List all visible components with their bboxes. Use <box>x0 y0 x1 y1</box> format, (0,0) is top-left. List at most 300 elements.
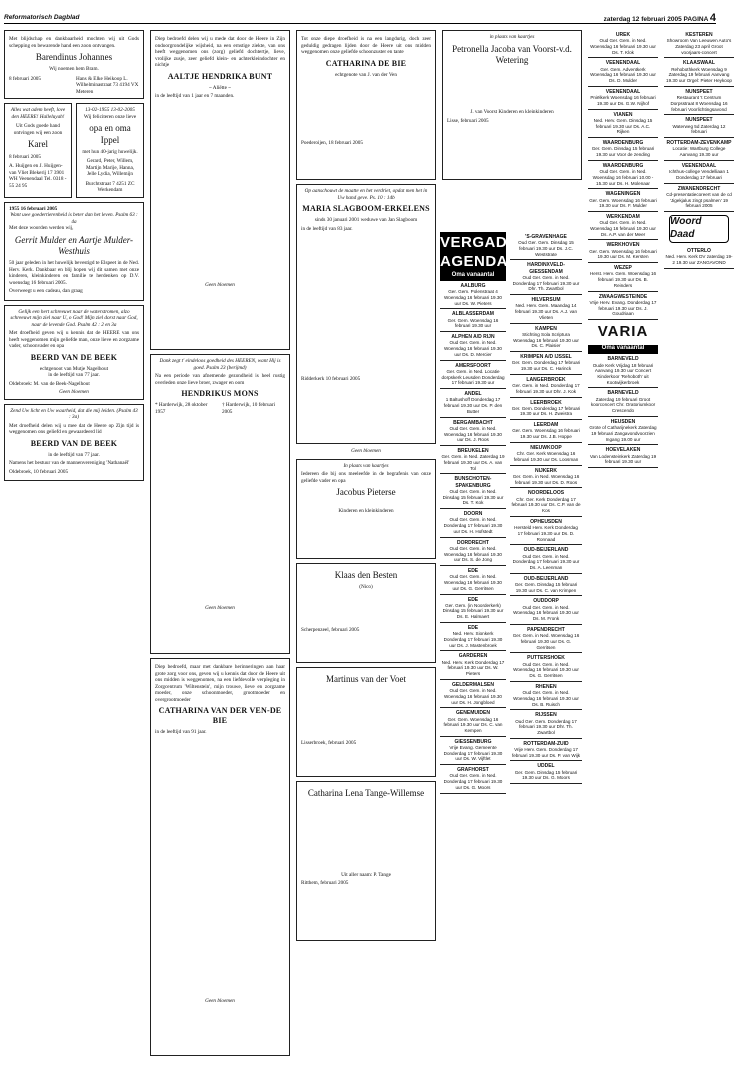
agenda-item <box>440 389 506 417</box>
paper-name: Reformatorisch Dagblad <box>4 14 80 21</box>
agenda-place: OUD-BEIJERLAND <box>523 547 569 554</box>
varia-item <box>664 87 734 115</box>
agenda-place: AMERSFOORT <box>455 362 491 369</box>
birth-notice-2 <box>4 103 72 198</box>
agenda-body: Ned. Herv. Gem. Maandag 14 februari 19.30 uur Ds. A.J. van Vlieten <box>514 303 578 320</box>
agenda-body: Ger. Gem. Woensdag 16 februari 19.30 uur Ds. C. van Kempen <box>443 716 503 734</box>
varia-place: NUNSPEET <box>685 88 713 95</box>
notice-footer: Overweegt u een cadeau, dan graag <box>9 288 83 295</box>
agenda-item <box>440 680 506 708</box>
notice-names: Gerard, Peter, Willem, Martijn Marije, Hanna, Jelle Lydia, Willemijn <box>85 158 135 178</box>
agenda-item <box>510 443 582 466</box>
notice-verse: Alles wat adem heeft, love den HEERE! Halleluyah! <box>10 107 66 120</box>
agenda-body: Hersteld Herv. Kerk Donderdag 17 februari 19.30 uur Ds. D. Ronnaad <box>514 525 578 542</box>
agenda-place: EDE <box>467 596 479 603</box>
agenda-item <box>510 739 582 762</box>
agenda-body: Oud Ger. Gem. in Ned. Dinsdag 15 februari 19.30 uur Ds. T. Kok <box>442 488 504 506</box>
notice-name: AALTJE HENDRIKA BUNT <box>167 71 273 81</box>
agenda-body: Oud Ger. Gem. in Ned. Donderdag 17 februari 19.30 uur Ds. H. Hofstedt <box>443 517 503 534</box>
varia-body: Zaterdag 19 februari Groot koorconcert Chr. Oratoriumkoor Crescendo <box>590 396 656 414</box>
varia-item <box>664 138 734 161</box>
agenda-place: KAMPEN <box>535 325 557 332</box>
notice-name: Karel <box>28 139 48 150</box>
death-notice-3 <box>150 30 290 350</box>
varia-body: Cd-presentatiecoreert van de cd 'Jigekjalus zingt psalmen' 19 februari 2005 <box>666 191 732 209</box>
agenda-body: Oud Ger. Gem. Donderdag 17 februari 19.30 uur Dhr. Th. Zwartbol <box>515 718 577 735</box>
notice-text: Met blijdschap en dankbaarheid mochten wij uit Gods schepping en bewarende hand een zoon ontvangen. <box>9 36 139 49</box>
agenda-list <box>510 232 582 784</box>
agenda-body: Ger. Gem. in Ned. Woensdag 16 februari 19.30 uur Ds. G. Gerritsen <box>512 633 580 650</box>
agenda-place: OUDDORP <box>533 598 559 605</box>
varia-place: ZWANENDRECHT <box>677 185 721 192</box>
agenda-subtitle: Oma vanaantal <box>440 272 506 282</box>
agenda-body: Oud Ger. Gem. in Ned. Woensdag 16 februari 19.30 uur Ds. G. Gerritsen <box>444 574 502 591</box>
death-notice-1 <box>4 305 144 400</box>
agenda-item <box>510 625 582 653</box>
agenda-body: Stichting Sola Scriptura Woensdag 16 februari 19.30 uur Ds. C. Plaisier <box>513 331 579 349</box>
agenda-place: GARDEREN <box>458 653 488 660</box>
agenda-body: Ned. Herv. Kerk Donderdag 17 februari 19.30 uur Ds. W. Pieters <box>441 659 505 677</box>
notice-name: CATHARINA DE BIE <box>325 58 407 68</box>
notice-subtitle: echtgenoot van Mutje Nagelhout <box>39 365 109 372</box>
agenda-place: RHENEN <box>535 683 557 690</box>
agenda-place: VEENENDAAL <box>605 88 641 95</box>
agenda-body: Ger. Gem. (in Noorderkerk) Dinsdag 15 februari 19.30 uur Ds. E. Halmaert <box>442 602 504 620</box>
notice-verse: Zend Uw licht en Uw waarheid, dat die mij leiden. (Psalm 43 : 3a) <box>10 407 138 421</box>
notice-name: Jacobus Pieterse <box>336 487 396 497</box>
agenda-place: HILVERSUM <box>531 297 561 304</box>
notice-parents: A. Huijgen en J. Huijgen-van Vliet Blekerij 17 3901 WH Veenendaal Tel. 0318 - 55 24 95 <box>9 163 67 189</box>
notice-text: met hun 40-jarig huwelijk. <box>82 148 138 155</box>
thanks-notice-4 <box>296 781 436 941</box>
agenda-item <box>510 517 582 545</box>
agenda-item <box>440 332 506 360</box>
agenda-place: VIANEN <box>613 111 633 118</box>
notice-age: in de leeftijd van 91 jaar. <box>155 729 207 735</box>
agenda-place: GRAFHORST <box>457 767 489 774</box>
varia-place: HOEVELAKEN <box>605 447 641 454</box>
agenda-item <box>440 281 506 309</box>
agenda-body: Ger. Gem. Dinsdag 15 februari 19.30 uur Voor de zending <box>591 146 655 158</box>
notice-name: Petronella Jacoba van Voorst-v.d. Wetering <box>452 43 572 65</box>
notice-name: HENDRIKUS MONS <box>181 389 259 398</box>
agenda-title: VERGADER- AGENDA <box>440 234 535 270</box>
agenda-place: AALBURG <box>460 283 486 289</box>
agenda-body: Ger. Gem. Woensdag 16 februari 19.30 uur Ds. J.B. Hoppe <box>512 428 580 440</box>
page-date-number <box>604 12 716 26</box>
notice-sign: Namens het bestuur van de mannenvereniging 'Nathanaël' <box>9 460 130 467</box>
agenda-body: Ger. Gem. in Ned. Locatie dorpskerk Leusden Donderdag 17 februari 19.30 uur <box>441 368 505 386</box>
agenda-place: WAARDENBURG <box>602 140 644 147</box>
agenda-body: Oud Ger. Gem. in Ned. Woensdag 16 februari 19.30 uur Ds. S. de Jong <box>444 545 502 563</box>
agenda-place: WAARDENBURG <box>602 162 644 169</box>
page-label: PAGINA <box>683 16 709 23</box>
agenda-body: Chr. Ger. Kerk Woensdag 16 februari 19.30 uur Ds. Loosman <box>513 451 579 462</box>
agenda-place: UDDEL <box>537 763 555 770</box>
agenda-place: WEZEP <box>614 265 632 272</box>
agenda-body: Ned. Herv. Gem. Dinsdag 15 februari 19.30 uur Ds. A.C. Rijken <box>593 117 653 135</box>
varia-place: HEUSDEN <box>610 418 636 425</box>
notice-closing: Geen bloemen <box>205 997 235 1004</box>
agenda-place: GELDERMALSEN <box>452 681 494 688</box>
notice-verse: Gelijk een hert schreeuwt naar de waterstromen, alzo schreeuwt mijn ziel naar U, o God! Mijn ziel dorst naar God, naar de levende God. Psalm 42 : 2 en 3a <box>10 308 138 328</box>
thanks-notice-5 <box>442 30 582 180</box>
agenda-item <box>588 292 658 320</box>
notice-date: Ridderkerk 10 februari 2005 <box>301 376 361 382</box>
notice-verse: Dank zegt t' eindeloos goedheid des HEEREN, want Hij is goed. Psalm 23 (berijmd) <box>159 358 281 371</box>
agenda-body: Pniëlkerk Woensdag 16 februari 19.30 uur Ds. G.W. Nijhof <box>590 95 656 106</box>
thanks-notice-1 <box>296 459 436 559</box>
varia-body: Waterweg 5d Zaterdag 12 februari <box>672 123 726 135</box>
column-1 <box>4 30 144 1064</box>
varia-item <box>588 445 658 468</box>
notice-text: Diep bedroefd, maar met dankbare herinneringen aan haar grote zorg voor ons, geven wij u kennis dat door de Heere uit ons midden is weggenomen, na een liefdevolle verpleging in Zorgcentrum 'Wiltenstein', mijn trouwe, lieve en zorgzame moeder, onze schoonmoeder, grootmoeder en overgrootmoeder <box>155 664 285 703</box>
agenda-item <box>510 574 582 597</box>
notice-closing: Geen bloemen <box>59 389 89 396</box>
agenda-place: BERGAMBACHT <box>453 419 493 426</box>
agenda-item <box>588 87 658 110</box>
agenda-item <box>440 737 506 765</box>
notice-subtitle: (Nico) <box>359 583 373 590</box>
agenda-item <box>588 30 658 58</box>
agenda-item <box>588 161 658 189</box>
varia-place: BARNEVELD <box>607 390 639 397</box>
death-notice-2 <box>4 404 144 482</box>
logo-word: Woord Daad <box>670 216 702 240</box>
agenda-body: Oud Ger. Gem. in Ned. Woensdag 16 februari 19.30 uur Ds. G. Gerritsen <box>513 661 579 679</box>
agenda-column-3 <box>588 30 658 1064</box>
notice-address: Burchtstraat 7 4251 ZC Werkendam <box>85 180 135 194</box>
agenda-place: NIEUWKOOP <box>530 444 562 451</box>
agenda-item <box>440 309 506 332</box>
agenda-place: ROTTERDAM-ZUID <box>523 740 569 747</box>
column-2 <box>150 30 290 1064</box>
death-notice-4 <box>150 354 290 654</box>
agenda-item <box>510 324 582 352</box>
varia-body: Oude Kerk Vrijdag 18 februari Aanvang 19.30 uur Concert Kinderkoor 'Rehoboth' uit Kootwijkerbroek <box>592 362 654 385</box>
varia-place: KLAASWAAL <box>683 60 715 67</box>
agenda-place: OPHEUSDEN <box>530 518 562 525</box>
agenda-body: Ger. Gem. in Ned. Zaterdag 19 februari 19.30 uur Ds. A. van Tol <box>441 454 505 471</box>
agenda-body: Oud Ger. Gem. in Ned. Woensdag 16 februari 19.30 uur Ds. T. Klok <box>590 38 656 55</box>
agenda-item <box>440 566 506 594</box>
thanks-notice-3 <box>296 667 436 777</box>
agenda-item <box>588 110 658 138</box>
agenda-item <box>440 509 506 537</box>
notice-name: opa en oma Ippel <box>89 123 131 145</box>
agenda-place: DOORN <box>463 511 483 518</box>
death-notice-6 <box>296 30 436 180</box>
notice-name: Catharina Lena Tange-Willemse <box>307 787 425 798</box>
varia-body: Grote of Catharijnekerk Zaterdag 19 februari Zangavondvoorzien Ingang 19.00 uur <box>589 425 657 442</box>
agenda-place: DORDRECHT <box>457 539 489 546</box>
varia-item <box>664 184 734 212</box>
agenda-item <box>510 260 582 295</box>
notice-subtitle: sinds 30 januari 2001 weduwe van Jan Slagboom <box>314 217 418 223</box>
varia-body: Rehobothkerk Woensdag 9 Zaterdag 19 februari Aanvang 19.30 uur Orgel: Pieter Heykoop <box>666 66 732 84</box>
agenda-body: Ger. Gem. Woensdag 16 februari 19.30 uur Ds. F. Mulder <box>589 197 657 209</box>
birth-notice-1 <box>4 30 144 99</box>
agenda-item <box>588 212 658 240</box>
agenda-item <box>440 474 506 509</box>
agenda-body: Oud Ger. Gem. in Ned. Donderdag 17 februari 19.30 uur Ds. A. Leenman <box>512 553 580 570</box>
agenda-body: Ger. Gem. Polenstraat 4 Woensdag 16 februari 19.30 uur Ds. W. Pieters <box>444 289 502 306</box>
agenda-body: Ger. Gem. Dinsdag 15 februari 19.30 uur Ds. C. van Krimpen <box>514 581 578 593</box>
varia-subtitle: Oma vanaantal <box>588 345 658 355</box>
notice-subtitle: ~ Aliëtte ~ <box>208 84 232 91</box>
woord-en-daad-logo <box>669 215 729 243</box>
agenda-body: Oud Ger. Gem. in Ned. Woensdag 16 februari 19.30 uur Ds. A.P. van der Meer <box>590 220 656 237</box>
thanks-notice-2 <box>296 563 436 663</box>
varia-body: Locatie: Wartburg College Aanvang 19.30 uur <box>672 146 726 158</box>
notice-date: Ritthem, februari 2005 <box>301 880 349 887</box>
agenda-place: ZWAAGWESTEINDE <box>598 293 648 300</box>
agenda-place: OUD-BEIJERLAND <box>523 575 569 582</box>
notice-name: MARIA SLAGBOOM-ERKELENS <box>302 204 430 213</box>
notice-parents: Hans & Elke Heikoop L. Wilhelminastraat 73 4194 VX Meteren <box>76 75 139 95</box>
agenda-body: Ger. Gem. Donderdag 17 februari 19.30 uur Ds. C. Harinck <box>511 360 581 372</box>
agenda-item <box>440 446 506 474</box>
notice-years: 1955 16 februari 2005 <box>9 205 58 212</box>
agenda-body: Ned. Herv. Sionkerk Donderdag 17 februari 19.30 uur Ds. J. Mastenbroek <box>443 631 503 648</box>
notice-verse: Want uwe goedertierenheid is beter dan het leven. Psalm 63 : 4a <box>10 212 138 225</box>
agenda-body: Chr. Ger. Kerk Donderdag 17 februari 19.30 uur Ds. C.P. van de Kos <box>511 496 581 514</box>
death-notice-7 <box>296 184 436 444</box>
notice-closing: Geen bloemen <box>351 448 381 454</box>
agenda-body: Oud Ger. Gem. Dinsdag 15 februari 19.30 uur Ds. J.C. Weststrate <box>518 240 574 257</box>
varia-place: NUNSPEET <box>685 117 713 124</box>
agenda-column-2 <box>510 232 582 1064</box>
anniversary-notice-1 <box>76 103 144 198</box>
page-header <box>4 14 716 24</box>
agenda-body: Oud Ger. Gem. in Ned. Woensdag 16 februari 19.30 uur Ds. B. Ruisch <box>513 690 579 707</box>
agenda-body: Ger. Gem. Woensdag 16 februari 19.30 uur <box>447 317 499 329</box>
notice-text: Uit Gods goede hand ontvingen wij een zoon <box>13 123 63 136</box>
varia-place: VEENENDAAL <box>681 162 717 169</box>
notice-text: Diep bedroefd delen wij u mede dat door de Heere in Zijn ondoorgrondelijke wijsheid, na een ernstige ziekte, van ons heeft weggenomen ons (zorg) geliefd dochtertje, lieve, vrolijke zusje, zeer geliefd klein- en achterkleindochter en nichtje <box>155 36 285 68</box>
agenda-place: PAPENDRECHT <box>527 626 565 633</box>
page-number: 4 <box>709 12 716 24</box>
agenda-item <box>510 596 582 624</box>
agenda-place: EDE <box>467 568 479 575</box>
agenda-body: Oud Ger. Gem. in Ned. Woensdag 16 februari 19.30 uur Ds. M. Fronk <box>513 604 579 622</box>
varia-body: Ned. Herv. Kerk DV zaterdag 19-2 19.30 uur ZANGAVOND <box>665 254 733 265</box>
agenda-body: Vrije Herv. Evang. Donderdag 17 februari 19.30 uur Ds. J. Goudriaan <box>589 299 657 317</box>
notice-text: Met deze woorden werden wij, <box>9 225 74 232</box>
notice-name: Barendinus Johannes <box>35 52 113 62</box>
notice-date: Lisse, februari 2005 <box>447 117 489 124</box>
notice-call: Wij noemen hem Bram. <box>49 66 99 73</box>
notice-closing: Geen bloemen <box>205 605 235 611</box>
varia-place: KESTEREN <box>685 32 713 38</box>
page-date: zaterdag 12 februari 2005 <box>603 16 682 23</box>
notice-text: Iedereen die bij ons meeleefde in de begrafenis van onze geliefde vader en opa <box>301 471 431 484</box>
notice-text: Tot onze diepe droefheid is na een langdurig, doch zeer geduldig gedragen lijden door de Heere uit ons midden weggenomen onze geliefde schoonzuster en tante <box>301 36 431 55</box>
notice-name: CATHARINA VAN DER VEN-DE BIE <box>158 706 282 725</box>
agenda-body: Ger. Gem. in Ned. Woensdag 16 februari 19.30 uur Ds. D. Roos <box>512 473 580 485</box>
varia-item <box>664 246 734 269</box>
agenda-item <box>440 361 506 389</box>
agenda-body: Herst. Herv. Gem. Woensdag 16 februari 19.30 uur Ds. B. Reinders <box>589 271 657 288</box>
agenda-item <box>510 710 582 738</box>
varia-body: Showroom Van Leeuwen Auto's Zaterdag 23 april Groot voorjaars-concert <box>666 38 732 55</box>
agenda-item <box>440 418 506 446</box>
varia-place: ROTTERDAM-ZEVENKAMP <box>666 140 732 147</box>
notice-body: 50 jaar geleden in het huwelijk bevestigd te Elspeet in de Ned. Herv. Kerk. Dankbaar en blij hopen wij dit samen met onze kinderen, kleinkinderen en familie te herdenken op D.V. woensdag 16 februari 2005. <box>9 260 139 286</box>
agenda-item <box>440 651 506 679</box>
varia-item <box>664 115 734 138</box>
agenda-item <box>510 352 582 375</box>
agenda-place: LEERDAM <box>533 422 559 429</box>
varia-item <box>664 30 734 58</box>
agenda-place: 'S-GRAVENHAGE <box>525 234 567 240</box>
agenda-item <box>510 653 582 681</box>
agenda-item <box>588 240 658 263</box>
notice-age: in de leeftijd van 1 jaar en 7 maanden. <box>155 93 235 99</box>
agenda-item <box>440 538 506 566</box>
notice-date: Lisserbroek, februari 2005 <box>301 739 357 746</box>
agenda-body: Ger. Gem. Woensdag 16 februari 19.30 uur Ds. M. Kersten <box>589 248 657 260</box>
notice-age: in de leeftijd van 83 jaar. <box>301 225 353 232</box>
notice-age: in de leeftijd van 77 jaar. <box>48 451 100 458</box>
notice-title: in plaats van kaartjes <box>489 34 535 40</box>
agenda-place: EDE <box>467 624 479 631</box>
agenda-body: Oud Ger. Gem. in Ned. Donderdag 17 februari 19.30 uur Ds. G. Moors <box>443 773 503 790</box>
agenda-body: Oud Ger. Gem. in Ned. Woensdag 16 februari 10.00 - 15.30 uur Ds. H. Molenaar <box>592 169 654 186</box>
varia-place: OTTERLO <box>687 247 711 254</box>
notice-text: Wij feliciteren onze lieve <box>83 113 137 120</box>
varia-item <box>588 354 658 388</box>
agenda-item <box>510 761 582 784</box>
anniversary-notice-2 <box>4 202 144 301</box>
agenda-item <box>510 232 582 260</box>
agenda-body: Oud Ger. Gem. in Ned. Woensdag 16 februari 19.30 uur Ds. H. Jongbloed <box>444 688 502 705</box>
column-3 <box>296 30 436 1064</box>
agenda-place: PUTTERSHOEK <box>527 655 565 662</box>
notice-date: 8 februari 2005 <box>9 75 41 82</box>
agenda-place: WAGENINGEN <box>605 191 641 198</box>
agenda-list <box>440 281 506 794</box>
notice-text: Met droefheid geven wij u kennis dat de HEERE van ons heeft weggenomen mijn geliefde man, onze lieve en zorgzame vader, schoonvader en opa <box>9 330 139 350</box>
agenda-body: Vrije Evang. Gemeente Donderdag 17 februari 19.30 uur Ds. W. Vijftlet <box>443 745 503 762</box>
notice-dates: 13-02-1955 13-02-2005 <box>85 107 135 114</box>
agenda-place: ALPHEN A/D RIJN <box>451 334 495 341</box>
notice-born: * Harderwijk, 28 oktober 1957 <box>155 402 208 415</box>
agenda-place: BUNSCHOTEN-SPAKENBURG <box>454 476 492 489</box>
agenda-place: NIJKERK <box>535 467 557 474</box>
agenda-place: LANGERBROEK <box>526 376 566 383</box>
agenda-place: GIESSENBURG <box>454 738 492 745</box>
notice-subtitle: echtgenote van J. van der Ven <box>335 71 397 78</box>
agenda-item <box>510 466 582 489</box>
agenda-place: NOORDELOOS <box>527 490 565 497</box>
death-notice-5 <box>150 658 290 1056</box>
agenda-list <box>588 30 658 320</box>
agenda-body: Ger. Gem. in Ned. Donderdag 17 februari 19.30 uur Dhr. J. Kok <box>512 383 580 394</box>
agenda-item <box>588 138 658 161</box>
notice-name: Klaas den Besten <box>334 569 398 580</box>
notice-date: 8 februari 2005 <box>9 153 41 160</box>
agenda-item <box>440 595 506 623</box>
notice-age: in de leeftijd van 77 jaar. <box>48 372 100 379</box>
agenda-body: Oud Ger. Gem. in Ned. Donderdag 17 februari 19.30 uur Dhr. Th. Zwartbol <box>512 274 580 292</box>
notice-sign: Uit aller naam: P. Tange <box>341 871 391 878</box>
agenda-place: WERKHOVEN <box>606 242 640 249</box>
agenda-body: 1 Baltushoff Donderdag 17 februari 19.30 uur Ds. P. den Butter <box>443 397 503 414</box>
notice-text: Na een periode van afnemende gezondheid is heel rustig overleden onze lieve broer, zwager en oom <box>155 373 285 386</box>
varia-place: BARNEVELD <box>607 356 639 363</box>
agenda-item <box>588 58 658 86</box>
notice-name: BEERD VAN DE BEEK <box>30 438 118 448</box>
varia-body: Ichthus-college Vendelliaan 1 Donderdag 17 februari <box>669 169 729 180</box>
agenda-item <box>510 420 582 443</box>
agenda-item <box>510 682 582 710</box>
agenda-item <box>440 765 506 793</box>
notice-text: Met droefheid delen wij u mee dat de Heere op Zijn tijd is weggenomen ons geliefd en gewaardeerd lid <box>9 422 139 436</box>
agenda-place: GENEMUIDEN <box>456 710 490 717</box>
agenda-item <box>510 398 582 421</box>
varia-body: Van Lodensteinkerk Zaterdag 19 februari 19.30 uur <box>589 453 657 465</box>
notice-date: Scherpenzeel, februari 2005 <box>301 627 360 634</box>
agenda-place: KRIMPEN A/D IJSSEL <box>520 354 572 361</box>
agenda-item <box>510 545 582 573</box>
notice-sign: J. van Voorst Kinderen en kleinkinderen <box>470 109 554 115</box>
agenda-place: RIJSSEN <box>535 712 557 719</box>
notice-verse: Op aanschouwt de maatte en het verdriet, opdat men het in Uw hand geve. Ps. 10 : 14b <box>304 188 428 201</box>
agenda-column-1 <box>440 232 535 1064</box>
varia-item <box>664 161 734 184</box>
agenda-body: Oud Ger. Gem. in Ned. Woensdag 16 februari 19.30 uur Ds. J. Roos <box>444 425 502 443</box>
agenda-item <box>510 295 582 323</box>
agenda-body: Ger. Gem. Adventkerk Woensdag 16 februari 19.30 uur Ds. D. Mulder <box>590 66 656 84</box>
agenda-body: Oud Ger. Gem. in Ned. Woensdag 16 februari 19.30 uur Ds. D. Mercier <box>444 340 502 357</box>
notice-name: Gerrit Mulder en Aartje Mulder-Westhuis <box>14 234 134 256</box>
agenda-body: Vrije Herv. Gem. Donderdag 17 februari 19.30 uur Ds. P. van Wijk <box>511 746 581 758</box>
agenda-place: HARDINXVELD-GIESSENDAM <box>527 262 565 275</box>
notice-closing: Kinderen en kleinkinderen <box>338 508 394 515</box>
notice-date: Poederoijen, 18 februari 2005 <box>301 140 363 146</box>
notice-date: Oldebroek, 10 februari 2005 <box>9 468 69 475</box>
varia-title: VARIA <box>597 323 649 341</box>
agenda-place: WERKENDAM <box>606 213 640 220</box>
agenda-body: Ger. Gem. Donderdag 17 februari 19.30 uur Ds. H. Zweistra <box>511 405 581 417</box>
agenda-item <box>440 708 506 736</box>
notice-closing: Geen bloemen <box>205 281 235 288</box>
notice-name: Martinus van der Voet <box>326 673 406 684</box>
agenda-item <box>588 189 658 212</box>
agenda-place: ANDEL <box>464 391 482 398</box>
notice-title: In plaats van kaartjes <box>343 462 389 469</box>
agenda-item <box>588 263 658 291</box>
notice-place: Oldebroek: M. van de Beek-Nagelhout <box>9 380 90 387</box>
agenda-place: VEENENDAAL <box>605 60 641 67</box>
notice-name: BEERD VAN DE BEEK <box>30 352 118 362</box>
agenda-place: LEERBROEK <box>530 399 562 406</box>
agenda-place: BREUKELEN <box>457 447 489 454</box>
agenda-place: ALBLASSERDAM <box>452 311 494 318</box>
agenda-item <box>510 488 582 516</box>
varia-item <box>664 58 734 86</box>
varia-body: Restaurant 't Centrum Dorpsstraat 8 Woensdag 16 februari Voorlichtingsavond <box>670 95 728 112</box>
varia-column <box>664 30 734 1064</box>
varia-item <box>588 417 658 445</box>
varia-item <box>588 388 658 416</box>
agenda-place: UREK <box>615 32 631 38</box>
agenda-body: Ger. Gem. Dinsdag 15 februari 19.30 uur Ds. G. Moors <box>514 769 578 781</box>
notice-died: † Harderwijk, 10 februari 2005 <box>222 402 276 415</box>
agenda-item <box>510 375 582 398</box>
agenda-item <box>440 623 506 651</box>
